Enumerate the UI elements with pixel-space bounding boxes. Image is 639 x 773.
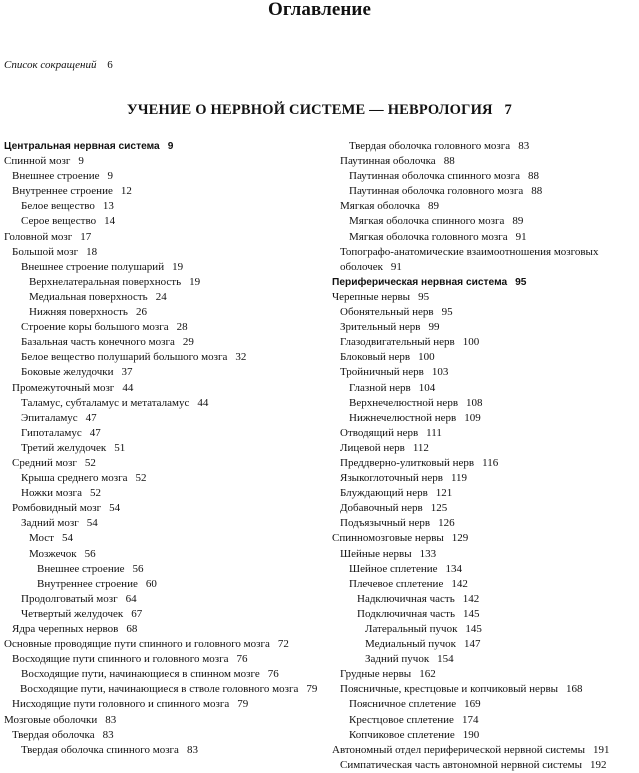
toc-entry-label: Четвертый желудочек <box>21 607 124 620</box>
toc-entry-label: Список сокращений <box>4 59 97 71</box>
toc-entry-label: Мост <box>29 532 54 545</box>
toc-entry-page: 19 <box>172 260 184 273</box>
toc-entry-page: 112 <box>412 441 429 454</box>
toc-entry[interactable] <box>332 214 637 229</box>
toc-entry[interactable] <box>4 290 322 305</box>
toc-entry-label: Ядра черепных нервов <box>12 623 119 635</box>
toc-entry-label: Тройничный нерв <box>340 366 424 379</box>
toc-entry-page: 133 <box>419 547 437 560</box>
toc-entry[interactable] <box>4 682 320 697</box>
toc-entry-page: 12 <box>120 185 132 198</box>
toc-entry-label: Подъязычный нерв <box>340 517 431 530</box>
toc-entry[interactable] <box>332 411 637 426</box>
toc-column-left <box>4 139 322 758</box>
toc-entry-page: 108 <box>466 396 483 409</box>
toc-entry-label: Надключичная часть <box>357 592 455 605</box>
toc-entry[interactable] <box>4 214 322 229</box>
toc-entry-label: Таламус, субталамус и метаталамус <box>21 396 190 409</box>
toc-entry-label: Поясничные, крестцовые и копчиковый нервы <box>340 683 559 696</box>
toc-entry-label: Восходящие пути, начинающиеся в спинном мозге <box>21 668 260 681</box>
toc-entry-page: 88 <box>531 185 543 198</box>
toc-entry-label: Крестцовое сплетение <box>349 713 454 726</box>
toc-entry-label: Эпиталамус <box>21 411 78 424</box>
toc-entry-page: 174 <box>461 713 479 726</box>
toc-entry-page: 18 <box>86 245 98 258</box>
page-title: Оглавление <box>267 0 372 20</box>
toc-entry[interactable] <box>332 637 637 652</box>
toc-entry[interactable] <box>4 260 322 275</box>
toc-entry[interactable] <box>332 381 637 396</box>
toc-entry-page: 89 <box>427 200 439 213</box>
toc-entry-page: 37 <box>121 366 133 379</box>
toc-entry-page: 91 <box>390 260 402 273</box>
toc-entry[interactable] <box>332 501 637 516</box>
toc-entry-label: Подключичная часть <box>357 607 456 620</box>
toc-entry-label: Медиальная поверхность <box>29 290 148 303</box>
toc-entry-label: Твердая оболочка головного мозга <box>349 140 511 152</box>
toc-entry-page: 83 <box>186 743 198 756</box>
toc-entry[interactable] <box>332 290 637 305</box>
section-heading[interactable] <box>0 102 639 119</box>
toc-entry-label: Блуждающий нерв <box>340 487 428 500</box>
toc-entry-page: 52 <box>89 487 101 500</box>
toc-entry[interactable] <box>332 682 637 697</box>
toc-entry-page: 134 <box>445 562 463 575</box>
toc-entry-label: Крыша среднего мозга <box>21 472 128 485</box>
toc-entry-label: Внутреннее строение <box>37 577 138 590</box>
toc-entry-label: Внешнее строение <box>37 562 125 575</box>
toc-entry[interactable] <box>4 154 322 169</box>
toc-entry-label: Нижнечелюстной нерв <box>349 411 457 424</box>
toc-column-right <box>332 139 637 773</box>
section-heading-label: УЧЕНИЕ О НЕРВНОЙ СИСТЕМЕ — НЕВРОЛОГИЯ <box>126 102 493 118</box>
toc-entry[interactable] <box>4 456 322 471</box>
toc-entry-page: 147 <box>464 638 481 651</box>
toc-entry[interactable] <box>4 139 322 154</box>
toc-entry[interactable] <box>4 275 322 290</box>
section-heading-page: 7 <box>504 102 512 118</box>
toc-entry[interactable] <box>332 758 637 773</box>
toc-entry-label: Нижняя поверхность <box>29 306 128 319</box>
toc-entry-label: Твердая оболочка <box>12 728 95 741</box>
toc-entry[interactable] <box>332 622 637 637</box>
toc-entry-page: 32 <box>235 351 247 364</box>
toc-entry-label: Мозжечок <box>29 547 77 560</box>
toc-entry[interactable] <box>332 456 637 471</box>
toc-entry[interactable] <box>332 184 637 199</box>
toc-entry-label: Средний мозг <box>12 456 77 469</box>
toc-entry[interactable] <box>4 441 322 456</box>
toc-entry-label: Базальная часть конечного мозга <box>21 336 175 349</box>
toc-entry-label: Белое вещество полушарий большого мозга <box>21 351 228 364</box>
toc-entry[interactable] <box>4 396 322 411</box>
toc-entry[interactable] <box>332 169 637 184</box>
toc-entry[interactable] <box>4 169 322 184</box>
toc-entry[interactable] <box>332 441 637 456</box>
toc-entry-page: 145 <box>465 623 482 635</box>
toc-entry[interactable] <box>4 411 322 426</box>
toc-entry-label: Медиальный пучок <box>365 638 457 651</box>
toc-entry[interactable] <box>332 471 637 486</box>
toc-entry[interactable] <box>332 743 637 758</box>
toc-entry[interactable] <box>332 667 637 682</box>
toc-entry-label: Задний мозг <box>21 517 79 530</box>
toc-entry-page: 121 <box>435 487 453 500</box>
toc-entry-page: 68 <box>126 623 138 635</box>
toc-entry[interactable] <box>4 713 322 728</box>
toc-entry-page: 88 <box>443 155 455 168</box>
toc-entry-page: 76 <box>236 653 248 666</box>
toc-entry-label: Белое вещество <box>21 200 95 213</box>
toc-entry[interactable] <box>4 743 322 758</box>
toc-entry-page: 95 <box>418 290 430 303</box>
toc-entry[interactable] <box>4 245 322 260</box>
toc-entry[interactable] <box>332 396 637 411</box>
toc-entry-label: Внешнее строение <box>12 170 100 183</box>
toc-entry-page: 116 <box>482 456 499 469</box>
toc-entry[interactable] <box>332 199 637 214</box>
toc-entry[interactable] <box>332 275 637 290</box>
toc-entry[interactable] <box>332 320 637 335</box>
toc-entry-label: Языкоглоточный нерв <box>340 472 443 485</box>
toc-entry-label: Строение коры большого мозга <box>21 321 169 334</box>
toc-entry-label: Ножки мозга <box>21 487 82 500</box>
toc-entry-page: 192 <box>589 758 607 771</box>
toc-entry[interactable] <box>332 697 637 712</box>
toc-entry[interactable] <box>4 592 322 607</box>
toc-entry-page: 9 <box>78 155 84 168</box>
toc-entry[interactable] <box>4 607 322 622</box>
toc-entry-page: 54 <box>86 517 98 530</box>
toc-entry-page: 76 <box>267 668 279 681</box>
toc-entry-page: 129 <box>451 532 469 545</box>
toc-entry-label: Ромбовидный мозг <box>12 502 102 515</box>
toc-entry-page: 99 <box>428 321 440 334</box>
toc-entry[interactable] <box>332 607 637 622</box>
toc-entry-page: 47 <box>89 426 101 439</box>
toc-entry-label: Мягкая оболочка головного мозга <box>349 230 508 243</box>
toc-entry-label: Грудные нервы <box>340 668 412 681</box>
toc-entry-label: Промежуточный мозг <box>12 381 115 394</box>
toc-entry-page: 191 <box>593 743 610 756</box>
toc-entry-page: 168 <box>566 683 583 696</box>
toc-entry-page: 100 <box>462 336 480 349</box>
toc-entry-page: 126 <box>438 517 455 530</box>
toc-entry-page: 83 <box>518 140 530 152</box>
toc-entry[interactable] <box>4 516 322 531</box>
toc-entry-label: Твердая оболочка спинного мозга <box>21 743 179 756</box>
toc-entry[interactable] <box>332 365 637 380</box>
toc-entry-label: Нисходящие пути головного и спинного мозга <box>12 698 230 711</box>
toc-entry-label: Мозговые оболочки <box>4 713 98 726</box>
toc-entry-label: Преддверно-улитковый нерв <box>340 456 475 469</box>
toc-entry-label: Мягкая оболочка <box>340 200 420 213</box>
toc-entry-page: 47 <box>85 411 97 424</box>
toc-entry[interactable] <box>4 230 322 245</box>
toc-entry-page: 190 <box>462 728 480 741</box>
toc-entry-page: 142 <box>451 577 468 590</box>
toc-entry-label: Лицевой нерв <box>340 441 405 454</box>
toc-entry-label: Отводящий нерв <box>340 426 419 439</box>
toc-entry[interactable] <box>332 139 637 154</box>
toc-entry[interactable] <box>4 667 322 682</box>
toc-entry-page: 109 <box>464 411 481 424</box>
toc-entry-label: Черепные нервы <box>332 290 411 303</box>
toc-entry[interactable] <box>332 652 637 667</box>
toc-entry[interactable] <box>4 547 322 562</box>
toc-entry-page: 26 <box>135 306 147 319</box>
toc-entry-abbreviations[interactable] <box>4 59 113 71</box>
toc-entry-page: 14 <box>104 215 116 228</box>
toc-entry[interactable] <box>4 562 322 577</box>
toc-entry-page: 13 <box>102 200 114 213</box>
toc-entry-label: Симпатическая часть автономной нервной системы <box>340 758 582 771</box>
toc-entry-page: 162 <box>419 668 436 681</box>
toc-entry-page: 79 <box>237 698 249 711</box>
toc-entry-label: Центральная нервная система <box>4 141 160 152</box>
toc-entry[interactable] <box>4 728 322 743</box>
toc-entry-page: 83 <box>102 728 114 741</box>
toc-entry[interactable] <box>4 531 322 546</box>
toc-entry[interactable] <box>4 637 322 652</box>
toc-entry-label: Третий желудочек <box>21 441 107 454</box>
toc-entry[interactable] <box>332 305 637 320</box>
toc-entry-page: 60 <box>145 577 157 590</box>
toc-entry-page: 89 <box>512 215 524 228</box>
toc-entry-label: Шейные нервы <box>340 547 412 560</box>
toc-entry-page: 56 <box>132 562 144 575</box>
toc-entry-label: Задний пучок <box>365 653 430 666</box>
toc-entry[interactable] <box>4 577 322 592</box>
toc-entry-label: Обонятельный нерв <box>340 306 434 319</box>
toc-entry-label: Спинной мозг <box>4 155 71 168</box>
toc-entry-page: 9 <box>167 141 174 152</box>
toc-entry-page: 24 <box>155 290 167 303</box>
toc-entry[interactable] <box>4 501 322 516</box>
toc-entry-page: 54 <box>109 502 121 515</box>
toc-entry-label: Добавочный нерв <box>340 502 423 515</box>
toc-entry-label: Мягкая оболочка спинного мозга <box>349 215 505 228</box>
toc-entry[interactable] <box>332 713 637 728</box>
toc-entry-label: Серое вещество <box>21 215 97 228</box>
toc-entry-page: 95 <box>441 306 453 319</box>
toc-entry-label: Внутреннее строение <box>12 185 113 198</box>
toc-entry-label: Паутинная оболочка головного мозга <box>349 185 524 198</box>
toc-entry-label: Боковые желудочки <box>21 366 114 379</box>
toc-entry-page: 52 <box>135 472 147 485</box>
toc-entry-label: Блоковый нерв <box>340 351 411 364</box>
toc-entry[interactable] <box>4 365 322 380</box>
toc-entry-label: Латеральный пучок <box>365 623 458 635</box>
toc-entry[interactable] <box>332 516 637 531</box>
toc-entry-page: 64 <box>125 592 137 605</box>
toc-entry[interactable] <box>4 426 322 441</box>
toc-entry-page: 54 <box>61 532 73 545</box>
toc-entry-label: Продолговатый мозг <box>21 592 118 605</box>
toc-entry-page: 79 <box>306 683 318 696</box>
toc-entry-page: 6 <box>107 59 113 71</box>
toc-entry-label: Плечевое сплетение <box>349 577 444 590</box>
toc-entry-page: 100 <box>418 351 435 364</box>
toc-entry-label: Гипоталамус <box>21 426 82 439</box>
toc-entry-page: 91 <box>515 230 527 243</box>
toc-entry-label: Шейное сплетение <box>349 562 438 575</box>
toc-entry[interactable] <box>332 154 637 169</box>
toc-entry[interactable] <box>332 728 637 743</box>
toc-entry-label: Глазной нерв <box>349 381 411 394</box>
toc-entry-label: Спинномозговые нервы <box>332 532 444 545</box>
toc-entry-label: Верхнечелюстной нерв <box>349 396 459 409</box>
toc-entry-page: 119 <box>450 472 468 485</box>
toc-entry-page: 44 <box>122 381 134 394</box>
toc-entry-label: Зрительный нерв <box>340 321 421 334</box>
toc-entry[interactable] <box>4 381 322 396</box>
toc-entry-page: 44 <box>197 396 209 409</box>
toc-entry-label: Периферическая нервная система <box>332 276 508 288</box>
toc-entry[interactable] <box>332 531 637 546</box>
toc-entry[interactable] <box>4 486 322 501</box>
toc-entry-page: 17 <box>80 230 92 243</box>
toc-entry[interactable] <box>332 562 637 577</box>
toc-entry[interactable] <box>4 697 322 712</box>
toc-entry-page: 28 <box>176 321 188 334</box>
toc-entry-page: 88 <box>528 170 540 183</box>
toc-entry-label: Поясничное сплетение <box>349 698 457 711</box>
toc-entry[interactable] <box>332 592 637 607</box>
toc-entry-page: 56 <box>84 547 96 560</box>
toc-entry[interactable] <box>332 230 637 245</box>
toc-entry-label: Основные проводящие пути спинного и головного мозга <box>4 638 270 651</box>
toc-entry-label: Восходящие пути спинного и головного мозга <box>12 653 229 666</box>
toc-entry[interactable] <box>332 547 637 562</box>
toc-entry-label: Внешнее строение полушарий <box>21 260 165 273</box>
toc-entry-page: 95 <box>515 276 527 288</box>
toc-entry-page: 169 <box>464 698 481 711</box>
toc-entry-label: Восходящие пути, начинающиеся в стволе головного мозга <box>20 683 299 696</box>
toc-entry-page: 72 <box>277 638 289 651</box>
toc-entry-page: 83 <box>105 713 117 726</box>
toc-entry[interactable] <box>4 350 322 365</box>
toc-entry-label: Верхнелатеральная поверхность <box>29 275 182 288</box>
toc-entry[interactable] <box>332 577 637 592</box>
toc-entry-page: 9 <box>107 170 113 183</box>
toc-entry-page: 154 <box>437 653 454 666</box>
toc-entry-label: Головной мозг <box>4 230 73 243</box>
toc-entry[interactable] <box>4 335 322 350</box>
toc-entry-page: 111 <box>426 426 442 439</box>
toc-entry[interactable] <box>4 199 322 214</box>
toc-entry-page: 125 <box>430 502 448 515</box>
toc-entry-page: 145 <box>463 607 480 620</box>
toc-entry[interactable] <box>4 305 322 320</box>
toc-entry-page: 51 <box>114 441 126 454</box>
toc-entry-label: Копчиковое сплетение <box>349 728 455 741</box>
toc-entry-label: Автономный отдел периферической нервной системы <box>332 743 586 756</box>
toc-entry-label: Большой мозг <box>12 245 79 258</box>
toc-entry[interactable] <box>332 245 639 275</box>
toc-entry[interactable] <box>332 335 637 350</box>
toc-entry[interactable] <box>332 486 637 501</box>
toc-entry-page: 104 <box>418 381 436 394</box>
toc-entry-label: Топографо-анатомические взаимоотношения мозговых оболочек <box>340 245 599 273</box>
toc-entry-page: 67 <box>131 607 143 620</box>
toc-entry[interactable] <box>4 471 322 486</box>
toc-entry-page: 19 <box>189 275 201 288</box>
toc-entry-label: Глазодвигательный нерв <box>340 336 455 349</box>
toc-entry-label: Паутинная оболочка спинного мозга <box>349 170 521 183</box>
toc-entry-page: 29 <box>182 336 194 349</box>
toc-entry[interactable] <box>332 426 637 441</box>
toc-entry[interactable] <box>4 622 322 637</box>
toc-entry-page: 52 <box>84 456 96 469</box>
toc-entry-label: Паутинная оболочка <box>340 155 436 168</box>
toc-entry-page: 103 <box>431 366 449 379</box>
toc-entry-page: 142 <box>462 592 480 605</box>
toc-entry[interactable] <box>4 320 322 335</box>
toc-entry[interactable] <box>332 350 637 365</box>
toc-entry[interactable] <box>4 652 322 667</box>
toc-entry[interactable] <box>4 184 322 199</box>
